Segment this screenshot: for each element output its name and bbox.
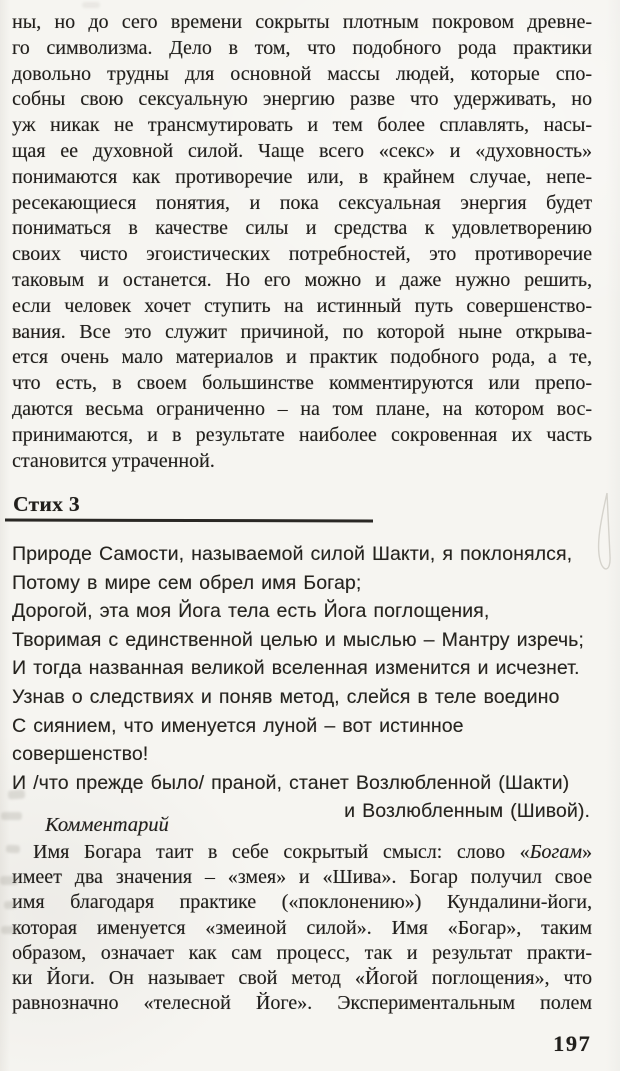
verse-line: Узнав о следствиях и поняв метод, слейся в теле воедино — [12, 685, 560, 708]
text-line: имя благодаря практике («поклонению») Кундалини-йоги, — [12, 891, 592, 914]
verse-heading: Стих 3 — [13, 492, 80, 516]
bleed-through-smudge — [4, 901, 16, 910]
text-line: имеет два значения – «змея» и «Шива». Богар получил свое — [12, 866, 592, 889]
commentary-first-line — [12, 840, 592, 865]
text-line: ны, но до сего времени сокрыты плотным покровом древне- — [12, 11, 592, 33]
verse-line: И /что прежде было/ праной, станет Возлюбленной (Шакти) — [12, 771, 570, 794]
text-line: го символизма. Дело в том, что подобного рода практики — [12, 36, 592, 59]
bleed-through-smudge — [82, 2, 100, 8]
text-line: образом, означает как сам процесс, так и результат практи- — [12, 941, 592, 964]
verse-block — [12, 540, 592, 826]
intro-paragraph — [12, 10, 592, 474]
bleed-through-smudge — [1, 926, 17, 934]
verse-line-right: и Возлюбленным (Шивой). — [344, 800, 590, 823]
verse-line: И тогда названная великой вселенная изменится и исчезнет. — [12, 657, 580, 680]
text-line: таковым и останется. Но его можно и даже нужно решить, — [12, 268, 592, 291]
bleed-through-smudge — [0, 876, 18, 885]
verse-line: С сиянием, что именуется луной – вот истинное совершенство! — [12, 714, 464, 766]
text-line: довольно трудны для основной массы людей, которые спо- — [12, 62, 592, 85]
text-line: пониматься в качестве силы и средства к удовлетворению — [12, 217, 592, 240]
bleed-through-smudge — [1, 812, 22, 820]
text-line: своих чисто эгоистических потребностей, это противоречие — [12, 243, 592, 266]
text-line: принимаются, и в результате наиболее сокровенная их часть — [12, 423, 592, 446]
text-line: понимаются как противоречие или, в крайнем случае, непе- — [12, 165, 592, 188]
text-line: ресекающиеся понятия, и пока сексуальная энергия будет — [12, 191, 592, 214]
commentary-italic-term: Богам — [529, 841, 582, 863]
bleed-through-smudge — [8, 789, 26, 799]
verse-line: Природе Самости, называемой силой Шакти, я поклонялся, — [12, 543, 573, 565]
text-line: становится утраченной. — [12, 449, 215, 472]
text-line: уж никак не трансмутировать и тем более сплавлять, насы- — [12, 114, 592, 137]
heading-rule — [5, 519, 373, 523]
page-number: 197 — [553, 1031, 592, 1056]
text-line: если человек хочет ступить на истинный путь совершенство- — [12, 294, 592, 317]
text-line: которая именуется «змеиной силой». Имя «Богар», таким — [12, 916, 592, 939]
text-line: собны свою сексуальную энергию разве что удерживать, но — [12, 88, 592, 111]
commentary-text: » — [582, 841, 592, 863]
text-line: даются весьма ограниченно – на том плане, на котором вос- — [12, 397, 592, 420]
bleed-through-smudge — [6, 845, 20, 854]
text-line: что есть, в своем большинстве комментируются или препо- — [12, 372, 592, 395]
text-line: вания. Все это служит причиной, по которой ныне открыва- — [12, 320, 592, 343]
commentary-text: Имя Богара таит в себе сокрытый смысл: слово « — [33, 841, 530, 863]
verse-line: Потому в мире сем обрел имя Богар; — [12, 571, 362, 594]
text-line: щая ее духовной силой. Чаще всего «секс» и «духовность» — [12, 139, 592, 162]
commentary-heading: Комментарий — [45, 814, 169, 836]
text-line: ется очень мало материалов и практик подобного рода, а те, — [12, 346, 592, 369]
verse-line: Творимая с единственной целью и мыслью – Мантру изречь; — [12, 628, 584, 651]
text-line: равнозначно «телесной Йоге». Экспериментальным полем — [12, 992, 592, 1015]
commentary-paragraph — [12, 840, 592, 1016]
verse-line: Дорогой, эта моя Йога тела есть Йога поглощения, — [12, 600, 490, 623]
text-line: ки Йоги. Он называет свой метод «Йогой поглощения», что — [12, 967, 592, 990]
